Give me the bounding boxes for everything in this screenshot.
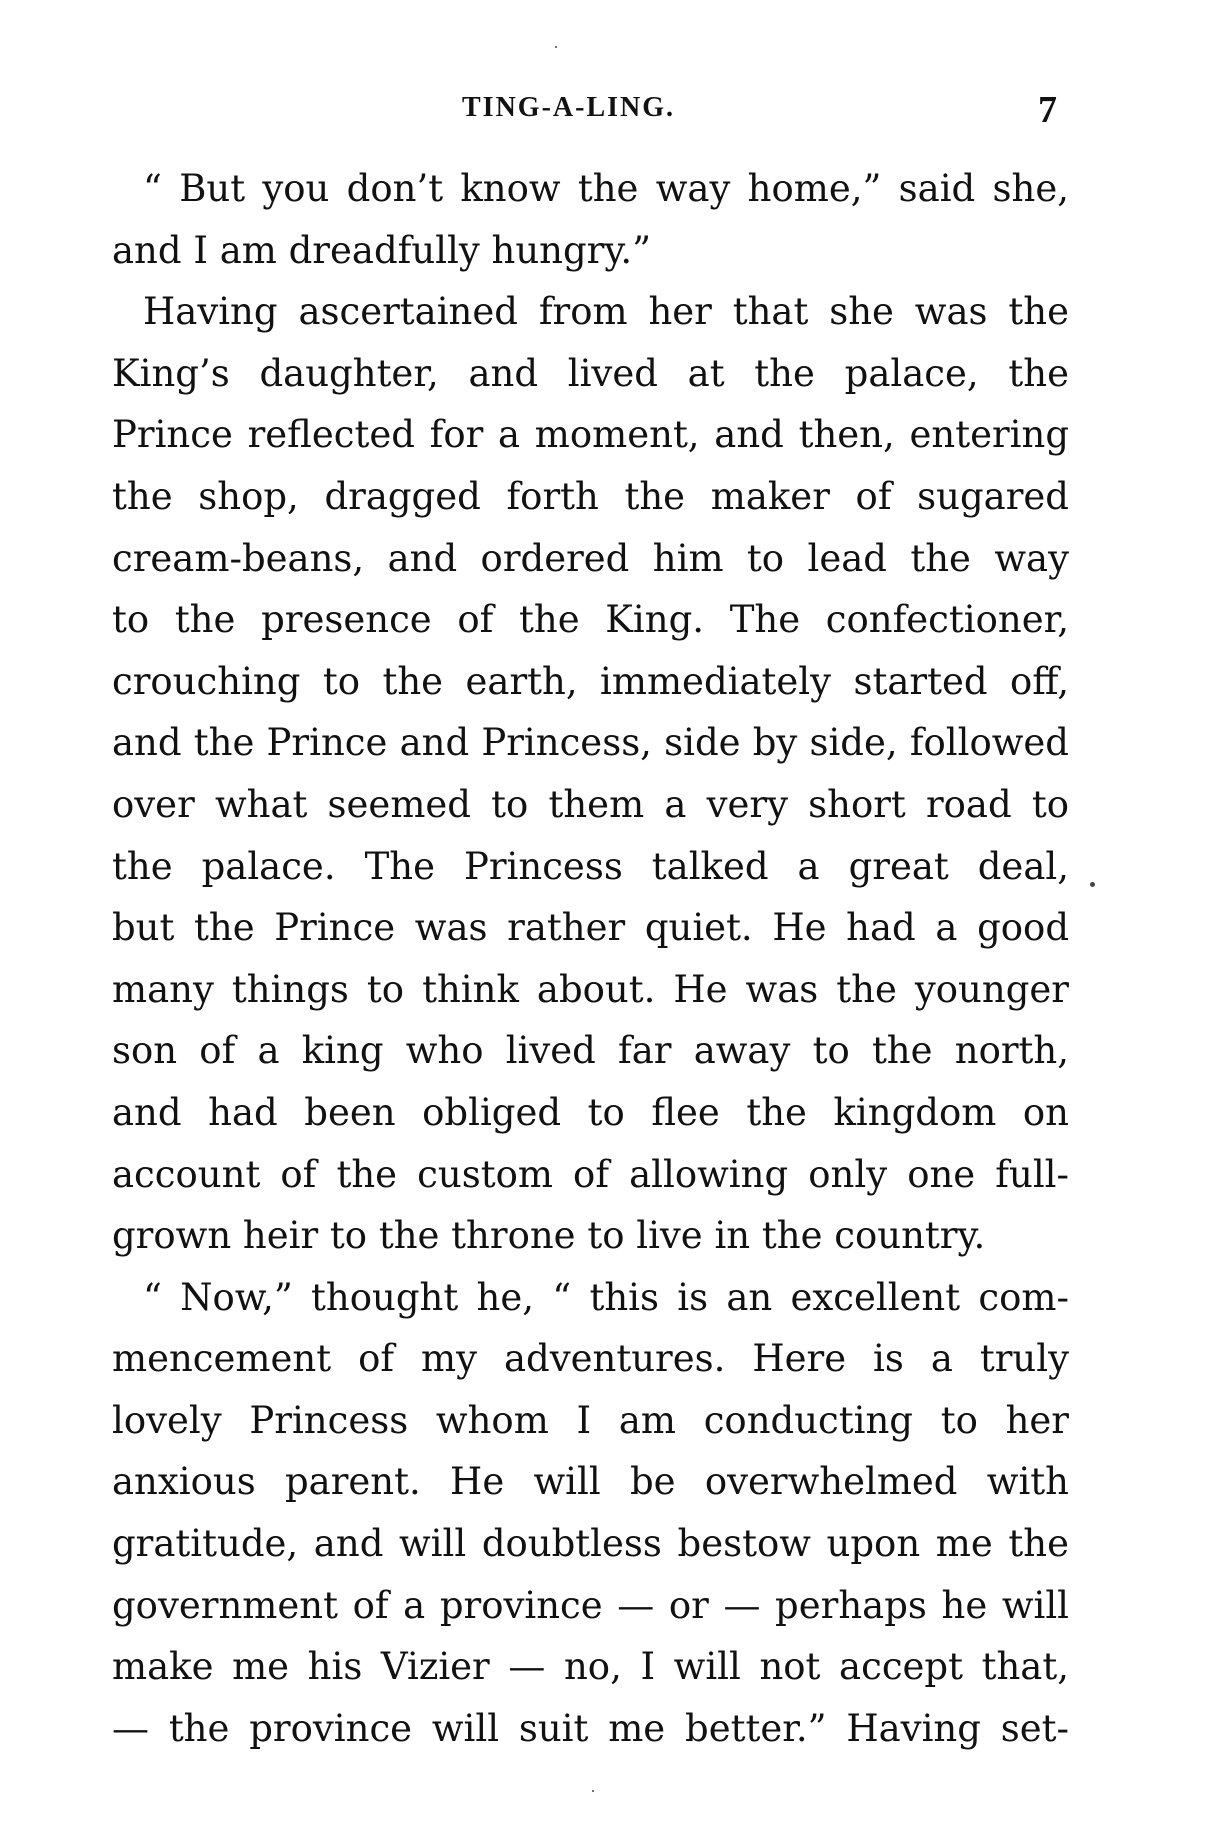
- text-line: many things to think about. He was the younger: [112, 967, 1069, 1011]
- text-line: anxious parent. He will be overwhelmed with: [112, 1460, 1069, 1504]
- text-line: mencement of my adventures. Here is a truly: [112, 1337, 1069, 1381]
- text-line: King’s daughter, and lived at the palace, the: [112, 351, 1069, 395]
- text-line: cream-beans, and ordered him to lead the way: [112, 536, 1069, 580]
- text-line: and had been obliged to flee the kingdom on: [112, 1090, 1069, 1134]
- text-line: the shop, dragged forth the maker of sugared: [112, 474, 1069, 518]
- print-speck: [1090, 882, 1095, 887]
- body-text: [112, 158, 1069, 1759]
- text-line: and I am dreadfully hungry.”: [112, 228, 652, 272]
- text-line: the palace. The Princess talked a great deal,: [112, 844, 1069, 888]
- paragraph-1: [112, 158, 1069, 281]
- text-line: but the Prince was rather quiet. He had a good: [112, 906, 1069, 950]
- text-line: Prince reflected for a moment, and then, entering: [112, 413, 1069, 457]
- paragraph-2: [112, 281, 1069, 1267]
- text-line: make me his Vizier — no, I will not accept that,: [112, 1645, 1069, 1689]
- running-head: [0, 89, 1211, 132]
- text-line: and the Prince and Princess, side by side, followed: [112, 721, 1069, 765]
- text-line: — the province will suit me better.” Having set-: [112, 1706, 1069, 1750]
- text-line: son of a king who lived far away to the north,: [112, 1029, 1069, 1073]
- running-head-title: TING-A-LING.: [462, 92, 676, 123]
- text-line: lovely Princess whom I am conducting to her: [112, 1398, 1069, 1442]
- text-line: grown heir to the throne to live in the country.: [112, 1214, 986, 1258]
- text-line: “ But you don’t know the way home,” said she,: [143, 167, 1069, 210]
- text-line: government of a province — or — perhaps he will: [112, 1583, 1069, 1627]
- text-line: account of the custom of allowing only one full-: [112, 1152, 1069, 1196]
- text-line: Having ascertained from her that she was the: [143, 290, 1069, 334]
- text-line: gratitude, and will doubtless bestow upon me the: [112, 1522, 1069, 1566]
- print-speck: [555, 46, 557, 48]
- text-line: crouching to the earth, immediately started off,: [112, 659, 1069, 703]
- text-line: to the presence of the King. The confectioner,: [112, 598, 1069, 642]
- paragraph-3: [112, 1267, 1069, 1760]
- text-line: over what seemed to them a very short road to: [112, 782, 1069, 826]
- print-speck: [592, 1790, 594, 1792]
- text-line: “ Now,” thought he, “ this is an excellent com-: [143, 1275, 1069, 1319]
- page-number: 7: [1038, 89, 1057, 131]
